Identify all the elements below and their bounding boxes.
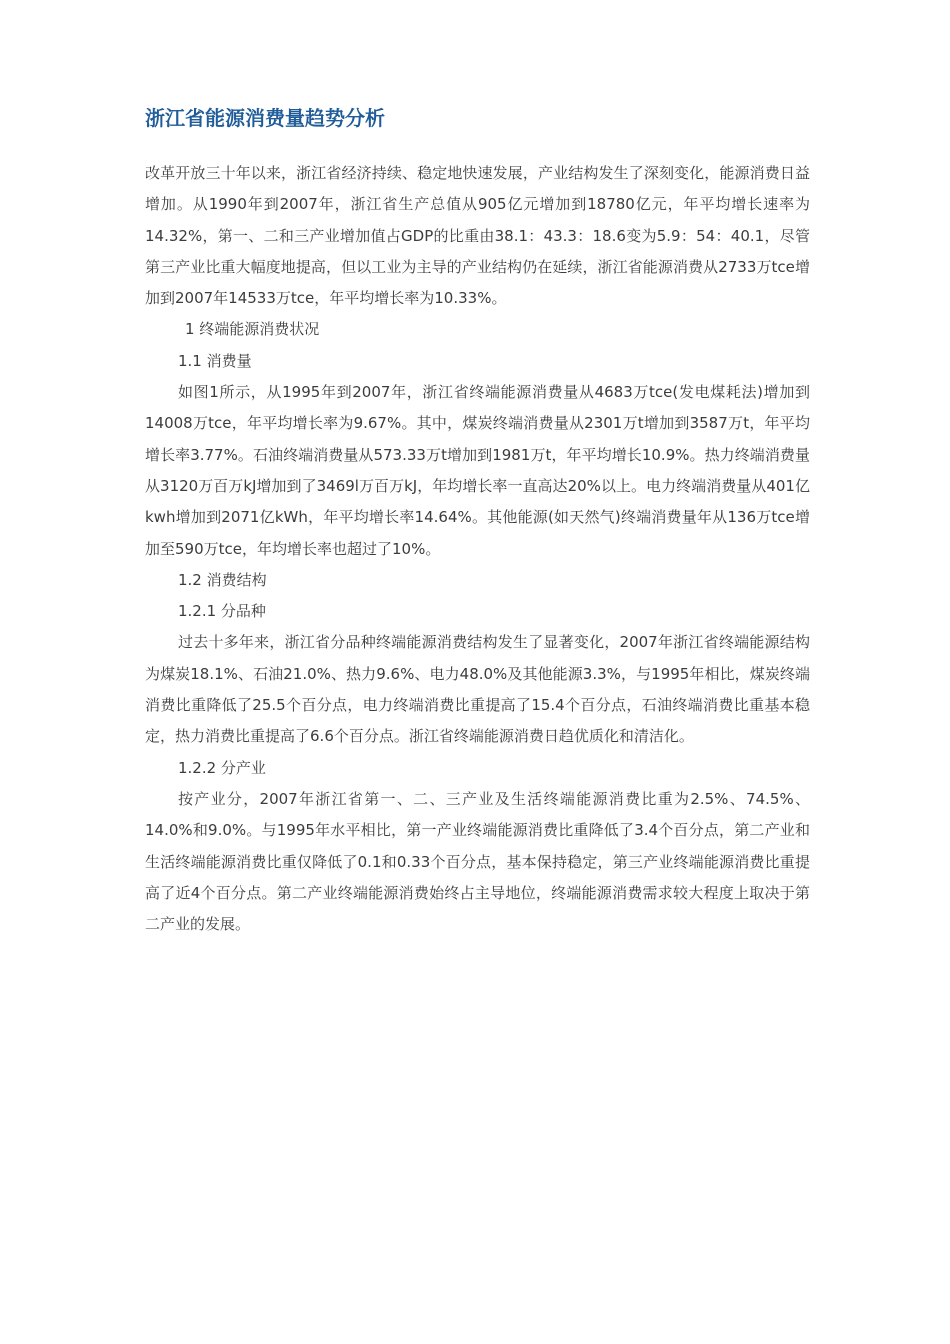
intro-paragraph: 改革开放三十年以来，浙江省经济持续、稳定地快速发展，产业结构发生了深刻变化，能源消费日益增加。从1990年到2007年，浙江省生产总值从905亿元增加到18780亿元，年平均增长速率为14.32%，第一、二和三产业增加值占GDP的比重由38.1：43.3：18.6变为5.9：54：40.1，尽管第三产业比重大幅度地提高，但以工业为主导的产业结构仍在延续，浙江省能源消费从2733万tce增加到2007年14533万tce，年平均增长率为10.33%。 xyxy=(145,164,810,308)
section-1-1-paragraph: 如图1所示，从1995年到2007年，浙江省终端能源消费量从4683万tce(发电煤耗法)增加到14008万tce，年平均增长率为9.67%。其中，煤炭终端消费量从2301万t增加到3587万t，年平均增长率3.77%。石油终端消费量从573.33万t增加到1981万t，年平均增长10.9%。热力终端消费量从3120万百万kJ增加到了3469l万百万kJ，年均增长率一直高达20%以上。电力终端消费量从401亿kwh增加到2071亿kWh，年平均增长率14.64%。其他能源(如天然气)终端消费量年从136万tce增加至590万tce，年均增长率也超过了10%。 xyxy=(145,383,810,558)
section-1-heading: 1 终端能源消费状况 xyxy=(185,320,320,339)
section-1-2-2-heading: 1.2.2 分产业 xyxy=(178,758,266,777)
section-1-2-1-paragraph: 过去十多年来，浙江省分品种终端能源消费结构发生了显著变化，2007年浙江省终端能源结构为煤炭18.1%、石油21.0%、热力9.6%、电力48.0%及其他能源3.3%，与1995年相比，煤炭终端消费比重降低了25.5个百分点，电力终端消费比重提高了15.4个百分点，石油终端消费比重基本稳定，热力消费比重提高了6.6个百分点。浙江省终端能源消费日趋优质化和清洁化。 xyxy=(145,633,810,746)
document-page xyxy=(145,104,810,940)
document-title: 浙江省能源消费量趋势分析 xyxy=(145,106,385,130)
section-1-2-heading: 1.2 消费结构 xyxy=(178,570,267,589)
section-1-2-2-paragraph: 按产业分，2007年浙江省第一、二、三产业及生活终端能源消费比重为2.5%、74.5%、14.0%和9.0%。与1995年水平相比，第一产业终端能源消费比重降低了3.4个百分点，第二产业和生活终端能源消费比重仅降低了0.1和0.33个百分点，基本保持稳定，第三产业终端能源消费比重提高了近4个百分点。第二产业终端能源消费始终占主导地位，终端能源消费需求较大程度上取决于第二产业的发展。 xyxy=(145,789,810,934)
section-1-2-1-heading: 1.2.1 分品种 xyxy=(178,602,266,621)
section-1-1-heading: 1.1 消费量 xyxy=(178,351,252,370)
